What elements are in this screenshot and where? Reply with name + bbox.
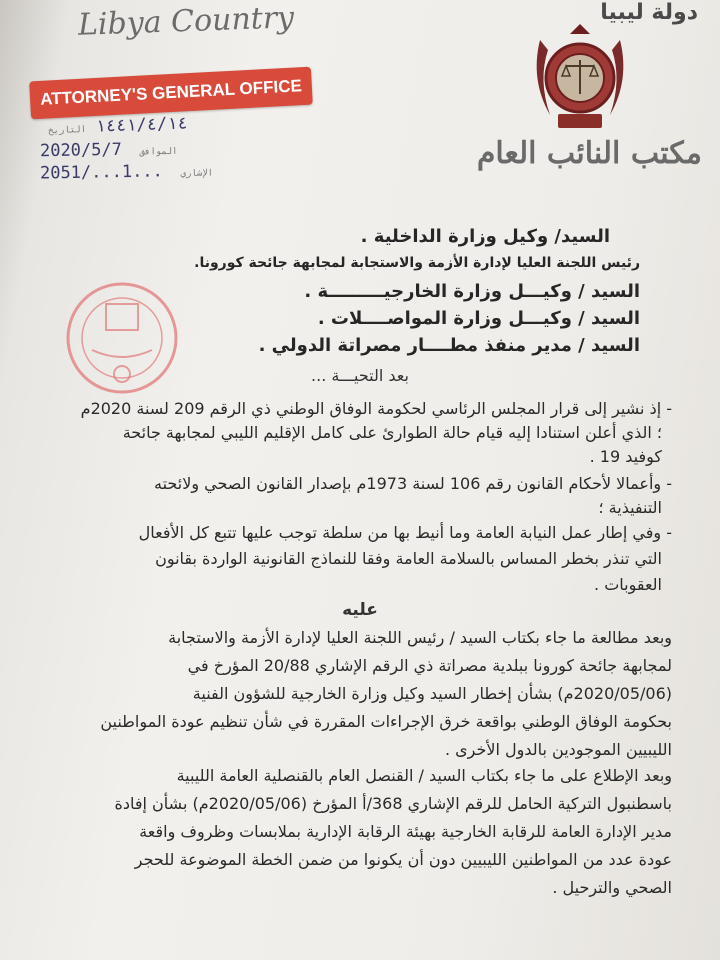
paragraph-3-line-2: التي تنذر بخطر المساس بالسلامة العامة وفقا للنماذج القانونية الواردة بقانون [155, 549, 662, 568]
body-2-line-1: وبعد الإطلاع على ما جاء بكتاب السيد / القنصل العام بالقنصلية العامة الليبية [176, 766, 672, 785]
paragraph-2-line-1: - وأعمالا لأحكام القانون رقم 106 لسنة 1973م بإصدار القانون الصحي ولائحته [154, 474, 672, 493]
body-2-line-3: مدير الإدارة العامة للرقابة الخارجية بهيئة الرقابة الإدارية بملابسات وظروف واقعة [139, 822, 672, 841]
gregorian-date-label: الموافق [139, 146, 178, 158]
body-1-line-3: (2020/05/06م) بشأن إخطار السيد وكيل وزارة الخارجية للشؤون الفنية [192, 684, 672, 703]
paragraph-2-line-2: التنفيذية ؛ [598, 498, 662, 517]
gregorian-date-value: 2020/5/7 [39, 139, 123, 162]
paragraph-1-line-1: - إذ نشير إلى قرار المجلس الرئاسي لحكومة الوفاق الوطني ذي الرقم 209 لسنة 2020م [80, 399, 672, 418]
office-banner: ATTORNEY'S GENERAL OFFICE [29, 67, 313, 120]
attorney-emblem [530, 20, 630, 140]
body-1-line-4: بحكومة الوفاق الوطني بواقعة خرق الإجراءات المقررة في شأن تنظيم عودة المواطنين [100, 712, 672, 731]
country-title: Libya Country [77, 0, 295, 43]
body-1-line-2: لمجابهة جائحة كورونا ببلدية مصراتة ذي الرقم الإشاري 20/88 المؤرخ في [187, 656, 672, 675]
paragraph-3-line-3: العقوبات . [594, 575, 662, 594]
state-name-arabic: دولة ليبيا [600, 0, 698, 25]
addressee-transport: السيد / وكيـــل وزارة المواصــــلات . [317, 308, 640, 329]
paragraph-1-line-2: ؛ الذي أعلن استنادا إليه قيام حالة الطوارئ على كامل الإقليم الليبي لمجابهة جائحة [122, 423, 662, 442]
paragraph-3-line-1: - وفي إطار عمل النيابة العامة وما أنيط بها من سلطة توجب عليها تتبع كل الأفعال [138, 523, 672, 542]
office-name-arabic: مكتب النائب العام [476, 136, 702, 171]
gregorian-date-field [40, 139, 178, 161]
body-2-line-5: الصحي والترحيل . [552, 878, 672, 897]
body-1-line-5: الليبيين الموجودين بالدول الأخرى . [444, 740, 672, 759]
reference-field [40, 160, 213, 183]
date-field [40, 113, 188, 138]
addressee-crisis-committee: رئيس اللجنة العليا لإدارة الأزمة والاستجابة لمجابهة جائحة كورونا. [194, 255, 640, 271]
addressee-misrata-airport: السيد / مدير منفذ مطــــار مصراتة الدولي . [258, 335, 640, 356]
reference-label: الإشاري [180, 168, 214, 180]
paragraph-1-line-3: كوفيد 19 . [589, 447, 662, 466]
section-heading: عليه [342, 600, 378, 620]
greeting: بعد التحيـــة ... [311, 366, 409, 385]
body-2-line-4: عودة عدد من المواطنين الليبيين دون أن يكونوا من ضمن الخطة الموضوعة للحجر [134, 850, 672, 869]
date-label: التاريخ [47, 124, 87, 137]
addressee-interior: السيد/ وكيل وزارة الداخلية . [360, 226, 610, 247]
body-2-line-2: باسطنبول التركية الحامل للرقم الإشاري 368/أ المؤرخ (2020/05/06م) بشأن إفادة [114, 794, 672, 813]
reference-value: 2051/...1... [39, 161, 163, 184]
addressee-foreign-affairs: السيد / وكيـــل وزارة الخارجيـــــــــة . [304, 281, 640, 302]
date-value: ١٤٤١/٤/١٤ [95, 113, 189, 137]
body-1-line-1: وبعد مطالعة ما جاء بكتاب السيد / رئيس اللجنة العليا لإدارة الأزمة والاستجابة [168, 628, 672, 647]
